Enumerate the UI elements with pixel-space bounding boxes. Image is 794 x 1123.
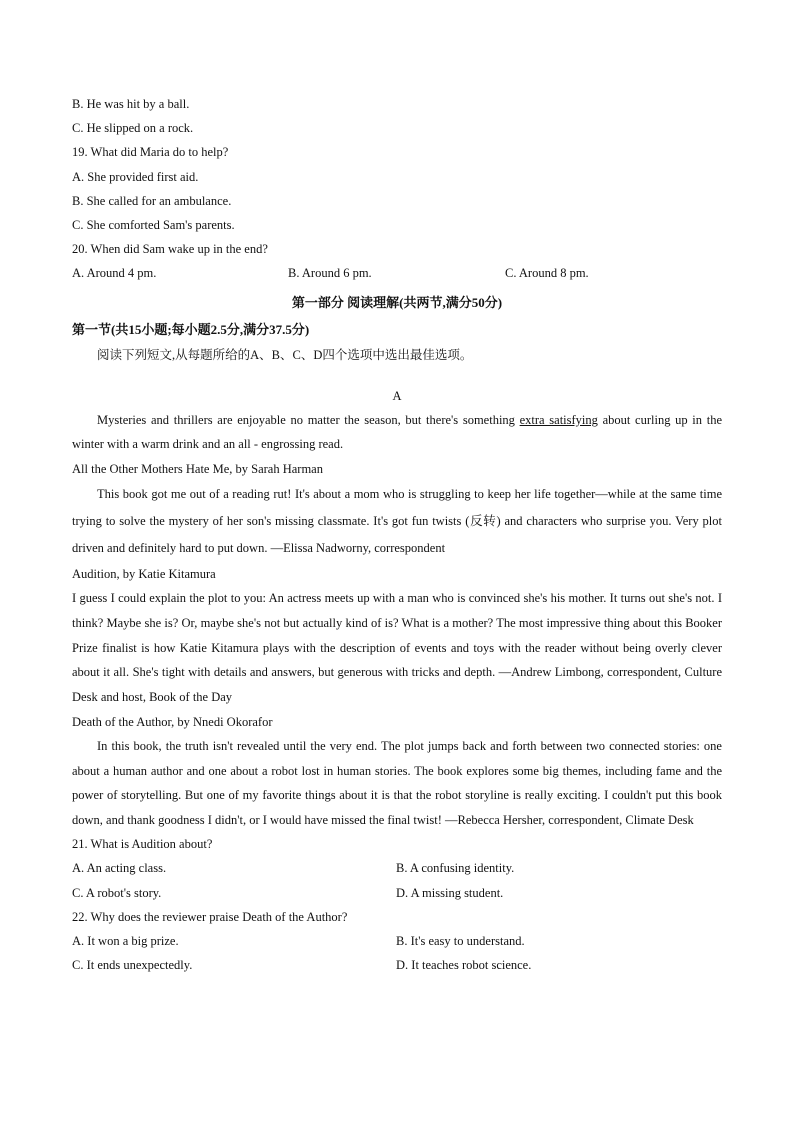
- q20-option-c: C. Around 8 pm.: [505, 266, 589, 281]
- intro-text-before: Mysteries and thrillers are enjoyable no matter the season, but there's something: [97, 412, 520, 427]
- q21-option-d: D. A missing student.: [396, 885, 504, 900]
- underlined-phrase: extra satisfying: [519, 412, 598, 427]
- q18-option-b: B. He was hit by a ball.: [72, 97, 190, 111]
- book3-review: In this book, the truth isn't revealed until the very end. The plot jumps back and forth between two connected stories: one about a human author and one about a robot lost in human stories. The book explores some big themes, including fame and the power of storytelling. But one of my favorite things about it is that the robot storyline is really exciting. I couldn't put this book down, and thank goodness I didn't, or I would have missed the final twist! —Rebecca Hersher, correspondent, Climate Desk: [72, 739, 722, 827]
- q19-stem: 19. What did Maria do to help?: [72, 145, 229, 160]
- exam-page: [72, 92, 722, 977]
- intro-text-after: about curling up in the winter with a warm drink and an all - engrossing read.: [72, 412, 722, 452]
- q21-options-row1: [72, 856, 722, 880]
- q22-option-a: A. It won a big prize.: [72, 934, 179, 949]
- q22-options-row1: [72, 929, 722, 953]
- q21-option-c: C. A robot's story.: [72, 885, 162, 900]
- q19-option-a: A. She provided first aid.: [72, 169, 199, 184]
- instruction: 阅读下列短文,从每题所给的A、B、C、D四个选项中选出最佳选项。: [97, 347, 473, 362]
- q19-option-c: C. She comforted Sam's parents.: [72, 218, 235, 233]
- passage-label: A: [392, 388, 402, 403]
- q22-options-row2: [72, 953, 722, 977]
- q21-option-a: A. An acting class.: [72, 861, 167, 876]
- section-title: 第一部分 阅读理解(共两节,满分50分): [291, 294, 503, 310]
- book3-title: Death of the Author, by Nnedi Okorafor: [72, 715, 273, 730]
- q22-option-c: C. It ends unexpectedly.: [72, 958, 193, 973]
- q20-stem: 20. When did Sam wake up in the end?: [72, 242, 268, 257]
- q22-stem: 22. Why does the reviewer praise Death of the Author?: [72, 909, 348, 924]
- q20-option-a: A. Around 4 pm.: [72, 266, 157, 281]
- book2-title: Audition, by Katie Kitamura: [72, 566, 216, 581]
- subsection-title: 第一节(共15小题;每小题2.5分,满分37.5分): [72, 321, 310, 337]
- q21-options-row2: [72, 881, 722, 905]
- q21-option-b: B. A confusing identity.: [396, 861, 515, 876]
- book1-title: All the Other Mothers Hate Me, by Sarah Harman: [72, 461, 323, 476]
- book2-review: I guess I could explain the plot to you: An actress meets up with a man who is convinced she's his mother. It turns out she's not. I think? Maybe she is? Or, maybe she's not but actually kind of is? What is a mother? The most impressive thing about this Booker Prize finalist is how Katie Kitamura plays with the description of events and toys with the reader without being overly clever about it all. She's tight with details and answers, but generous with tricks and depth. —Andrew Limbong, correspondent, Culture Desk and host, Book of the Day: [72, 591, 722, 705]
- book1-review: This book got me out of a reading rut! It's about a mom who is struggling to keep her life together—while at the same time trying to solve the mystery of her son's missing classmate. It's got fun twists (反转) and characters who surprise you. Very plot driven and definitely hard to put down. —Elissa Nadworny, correspondent: [72, 486, 722, 555]
- intro-paragraph: [72, 408, 722, 457]
- q20-options: [72, 261, 722, 285]
- q22-option-b: B. It's easy to understand.: [396, 934, 525, 949]
- q20-option-b: B. Around 6 pm.: [288, 266, 372, 281]
- q21-stem: 21. What is Audition about?: [72, 837, 213, 852]
- q22-option-d: D. It teaches robot science.: [396, 958, 532, 973]
- q19-option-b: B. She called for an ambulance.: [72, 193, 232, 208]
- q18-option-c: C. He slipped on a rock.: [72, 121, 194, 136]
